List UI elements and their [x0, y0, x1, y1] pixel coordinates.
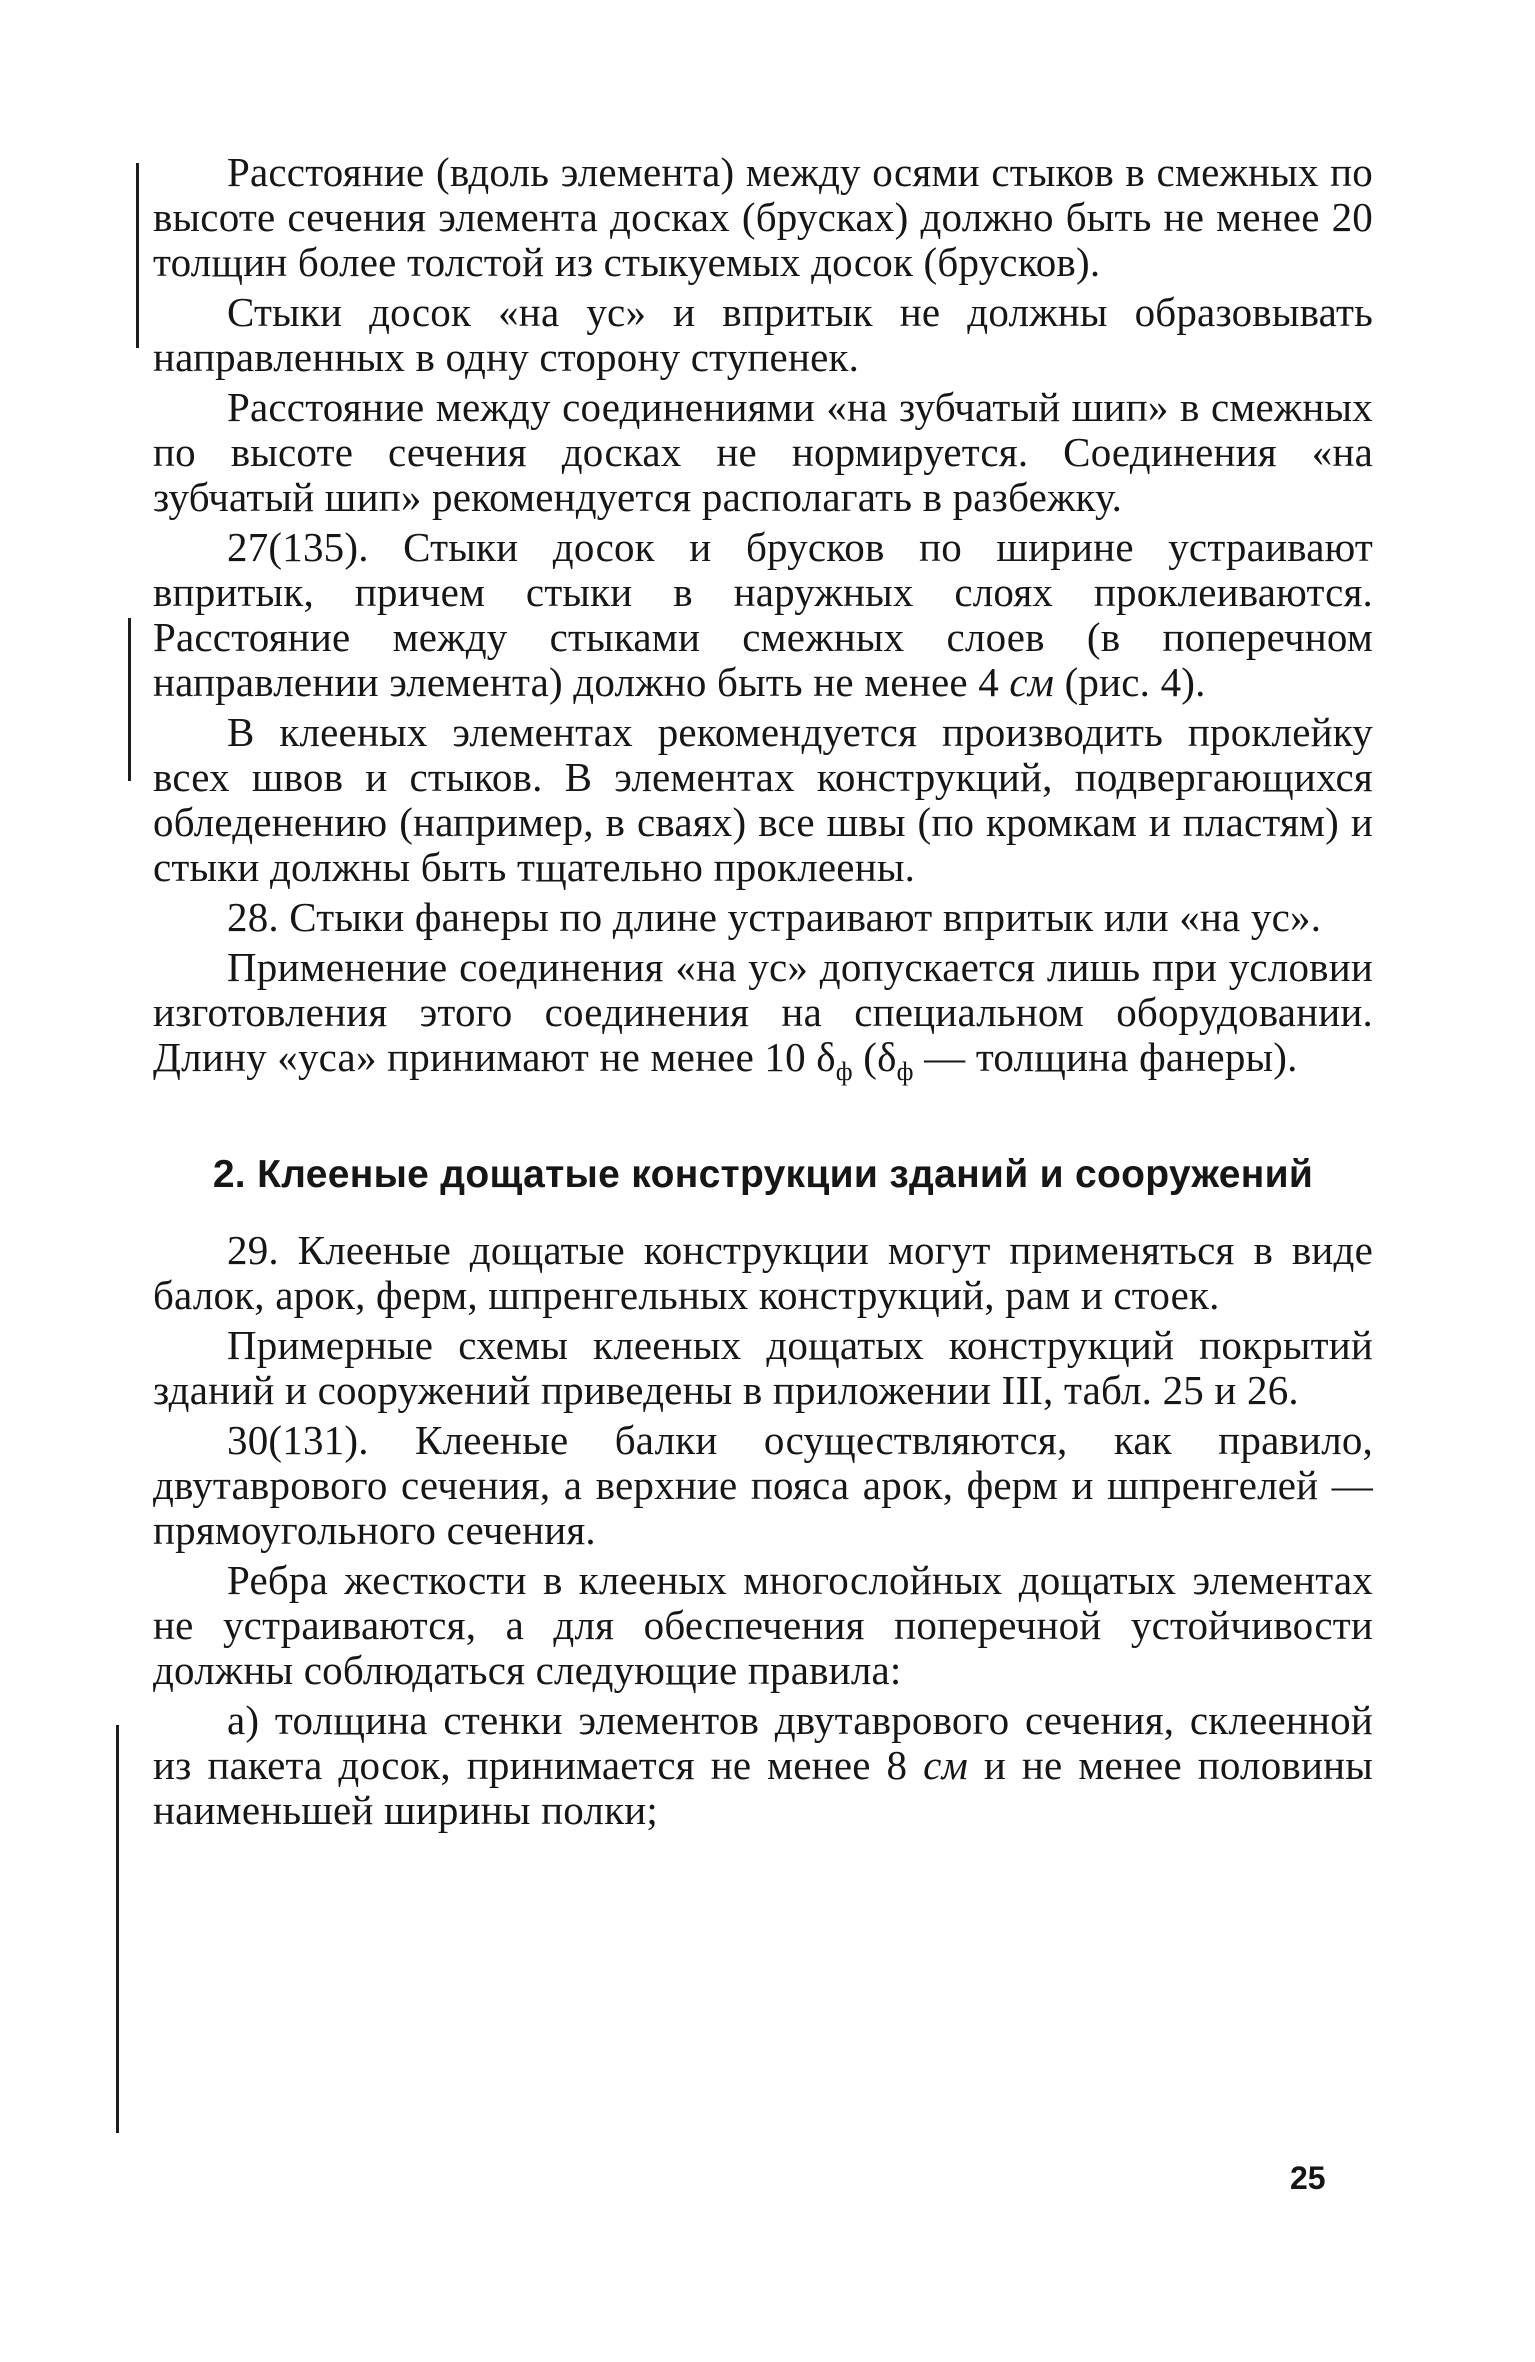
- paragraph: 30(131). Клееные балки осуществляются, как правило, двутаврового сечения, а верхние пояса арок, ферм и шпренгелей — прямоугольного сечения.: [153, 1417, 1373, 1553]
- page-number: 25: [1290, 2160, 1326, 2196]
- change-bar-top: [136, 163, 139, 348]
- paragraph: Расстояние между соединениями «на зубчатый шип» в смежных по высоте сечения досках не нормируется. Соединения «на зубчатый шип» рекомендуется располагать в разбежку.: [153, 384, 1373, 520]
- paragraph-text: 27(135). Стыки досок и брусков по ширине устраивают впритык, причем стыки в наружных слоях проклеиваются. Расстояние между стыками смежных слоев (в поперечном направлении элемента) должно быть не менее 4: [153, 524, 1373, 705]
- delta-symbol: δ: [816, 1034, 836, 1080]
- unit-text: см: [1009, 659, 1055, 705]
- unit-text: см: [923, 1742, 968, 1788]
- paragraph: В клееных элементах рекомендуется производить проклейку всех швов и стыков. В элементах конструкций, подвергающихся обледенению (например, в сваях) все швы (по кромкам и пластям) и стыки должны быть тщательно проклеены.: [153, 709, 1373, 890]
- paragraph: [153, 1698, 1373, 1833]
- paragraph: 29. Клееные дощатые конструкции могут применяться в виде балок, арок, ферм, шпренгельных конструкций, рам и стоек.: [153, 1227, 1373, 1318]
- paragraph: Примерные схемы клееных дощатых конструкций покрытий зданий и сооружений приведены в приложении III, табл. 25 и 26.: [153, 1322, 1373, 1413]
- paragraph-text: — толщина фанеры).: [924, 1034, 1298, 1080]
- paragraph: [153, 944, 1373, 1087]
- paragraph-text: Применение соединения «на ус» допускается лишь при условии изготовления этого соединения на специальном оборудовании. Длину «уса» принимают не менее 10: [153, 944, 1373, 1080]
- section-heading: 2. Клееные дощатые конструкции зданий и сооружений: [212, 1153, 1314, 1196]
- paragraph-text: и не менее половины наименьшей ширины полки;: [153, 1742, 1374, 1833]
- paragraph: 28. Стыки фанеры по длине устраивают впритык или «на ус».: [227, 894, 1322, 940]
- paragraph-text: (рис. 4).: [1064, 659, 1206, 705]
- paragraph: [153, 525, 1373, 705]
- paragraph-text: а) толщина стенки элементов двутаврового сечения, склеенной из пакета досок, принимается не менее 8: [153, 1697, 1373, 1788]
- change-bar-bottom: [116, 1725, 119, 2133]
- paragraph: Ребра жесткости в клееных многослойных дощатых элементах не устраиваются, а для обеспечения поперечной устойчивости должны соблюдаться следующие правила:: [153, 1557, 1373, 1693]
- subscript: ф: [896, 1057, 914, 1087]
- paragraph: Стыки досок «на ус» и впритык не должны образовывать направленных в одну сторону ступенек.: [153, 289, 1373, 380]
- paragraph: Расстояние (вдоль элемента) между осями стыков в смежных по высоте сечения элемента досках (брусках) должно быть не менее 20 толщин более толстой из стыкуемых досок (брусков).: [153, 149, 1373, 285]
- change-bar-middle: [128, 618, 131, 781]
- subscript: ф: [835, 1057, 853, 1087]
- delta-symbol: (δ: [863, 1034, 897, 1080]
- document-page: [153, 150, 1373, 1838]
